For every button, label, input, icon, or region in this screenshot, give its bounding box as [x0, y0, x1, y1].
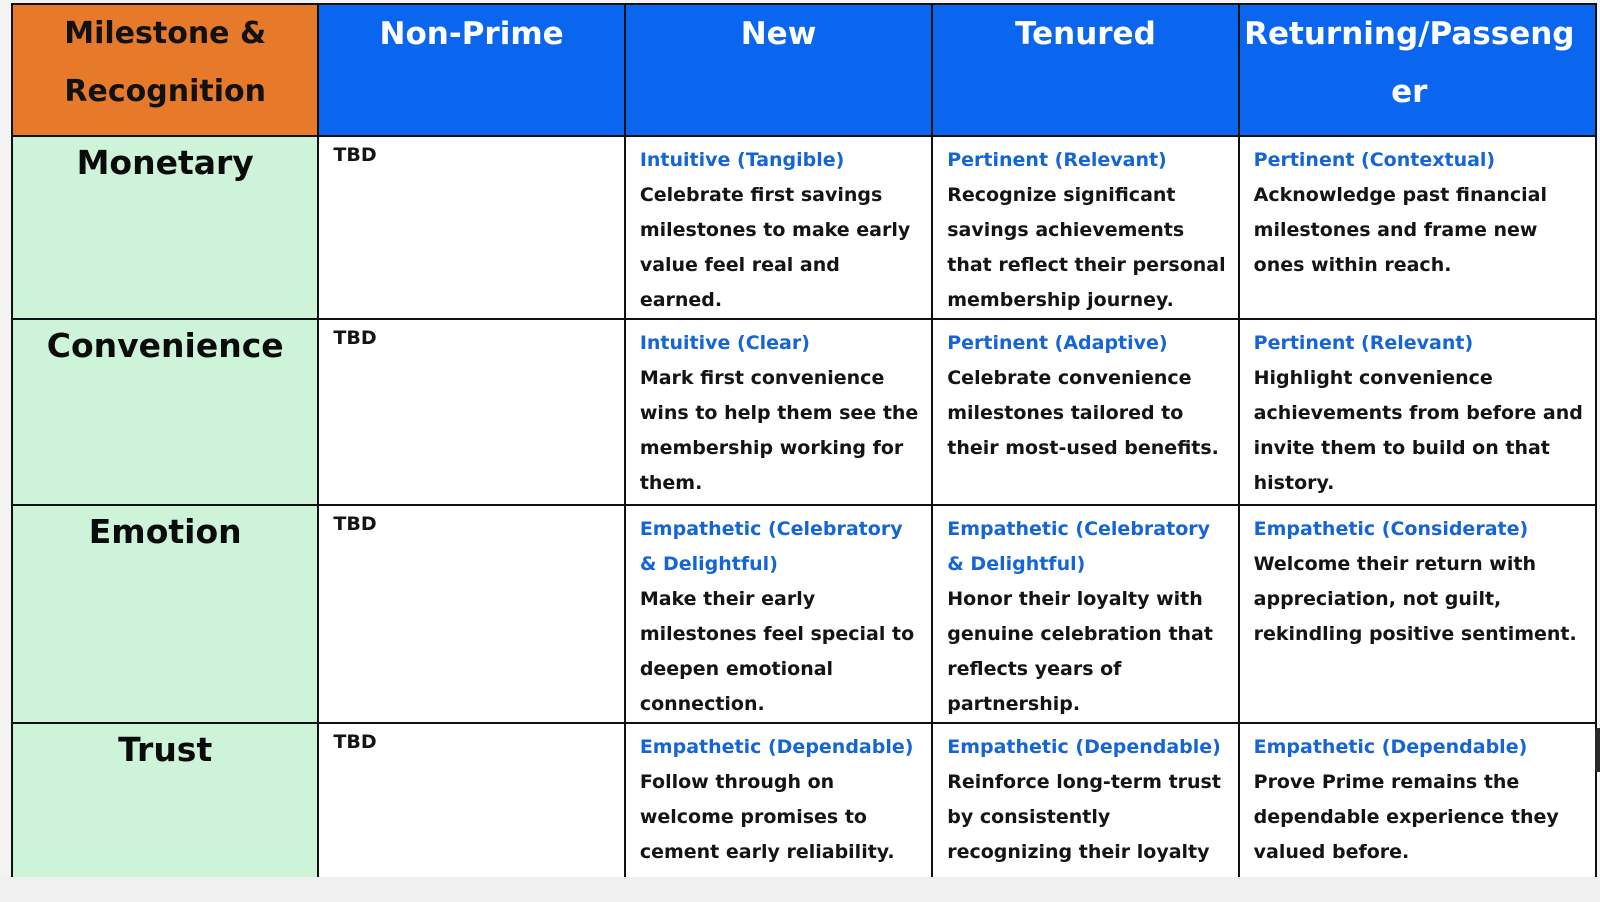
- cell-tag: Pertinent (Relevant): [947, 149, 1167, 171]
- cell-tag: Empathetic (Celebratory & Delightful): [947, 518, 1210, 575]
- cell-desc: Reinforce long-term trust by consistently recognizing their loyalty: [947, 771, 1221, 863]
- cell-tag: Pertinent (Adaptive): [947, 332, 1168, 354]
- cell-tag: Empathetic (Dependable): [947, 736, 1221, 758]
- table-row-monetary: [12, 136, 1596, 319]
- row-label-monetary: Monetary: [12, 136, 318, 319]
- cell-trust-tenured: [932, 723, 1238, 902]
- cell-desc: Mark first convenience wins to help them see the membership working for them.: [639, 367, 919, 494]
- milestone-recognition-table: [11, 3, 1597, 902]
- cell-desc: TBD: [333, 731, 377, 753]
- cell-desc: Welcome their return with appreciation, not guilt, rekindling positive sentiment.: [1253, 553, 1577, 645]
- cell-desc: Follow through on welcome promises to cement early reliability.: [639, 771, 895, 863]
- cell-desc: Celebrate convenience milestones tailored to their most-used benefits.: [947, 367, 1219, 459]
- table-row-trust: [12, 723, 1596, 902]
- column-header-new: New: [625, 4, 932, 136]
- cell-monetary-new: [625, 136, 932, 319]
- cell-desc: Prove Prime remains the dependable experience they valued before.: [1253, 771, 1559, 863]
- cell-tag: Empathetic (Celebratory & Delightful): [639, 518, 903, 575]
- cell-convenience-new: [625, 319, 932, 505]
- cell-tag: Empathetic (Dependable): [639, 736, 914, 758]
- cell-tag: Pertinent (Relevant): [1253, 332, 1474, 354]
- cell-monetary-tenured: [932, 136, 1238, 319]
- cell-desc: Honor their loyalty with genuine celebration that reflects years of partnership.: [947, 588, 1213, 715]
- cell-monetary-returning: [1239, 136, 1596, 319]
- cell-trust-new: [625, 723, 932, 902]
- cell-trust-non-prime: [318, 723, 624, 902]
- cell-desc: Recognize significant savings achievements that reflect their personal membership journey.: [947, 184, 1226, 311]
- scrollbar-handle[interactable]: [1595, 728, 1600, 772]
- cell-convenience-returning: [1239, 319, 1596, 505]
- cell-desc: TBD: [333, 327, 377, 349]
- cell-tag: Empathetic (Dependable): [1253, 736, 1528, 758]
- row-label-convenience: Convenience: [12, 319, 318, 505]
- header-row: [12, 4, 1596, 136]
- cell-monetary-non-prime: [318, 136, 624, 319]
- cell-desc: Highlight convenience achievements from before and invite them to build on that history.: [1253, 367, 1583, 494]
- viewport-bottom-edge: [0, 877, 1600, 902]
- column-header-tenured: Tenured: [932, 4, 1238, 136]
- cell-tag: Intuitive (Tangible): [639, 149, 845, 171]
- cell-emotion-non-prime: [318, 505, 624, 723]
- cell-emotion-tenured: [932, 505, 1238, 723]
- column-header-non-prime: Non-Prime: [318, 4, 624, 136]
- corner-header: Milestone & Recognition: [12, 4, 318, 136]
- cell-tag: Pertinent (Contextual): [1253, 149, 1496, 171]
- cell-desc: TBD: [333, 144, 377, 166]
- cell-tag: Empathetic (Considerate): [1253, 518, 1529, 540]
- cell-desc: Celebrate first savings milestones to make early value feel real and earned.: [639, 184, 911, 311]
- table-row-emotion: [12, 505, 1596, 723]
- cell-convenience-tenured: [932, 319, 1238, 505]
- row-label-trust: Trust: [12, 723, 318, 902]
- cell-trust-returning: [1239, 723, 1596, 902]
- cell-desc: TBD: [333, 513, 377, 535]
- cell-desc: Acknowledge past financial milestones and frame new ones within reach.: [1253, 184, 1547, 276]
- table-row-convenience: [12, 319, 1596, 505]
- column-header-returning: Returning/Passeng er: [1239, 4, 1596, 136]
- row-label-emotion: Emotion: [12, 505, 318, 723]
- cell-emotion-returning: [1239, 505, 1596, 723]
- cell-desc: Make their early milestones feel special to deepen emotional connection.: [639, 588, 915, 715]
- cell-tag: Intuitive (Clear): [639, 332, 810, 354]
- cell-emotion-new: [625, 505, 932, 723]
- cell-convenience-non-prime: [318, 319, 624, 505]
